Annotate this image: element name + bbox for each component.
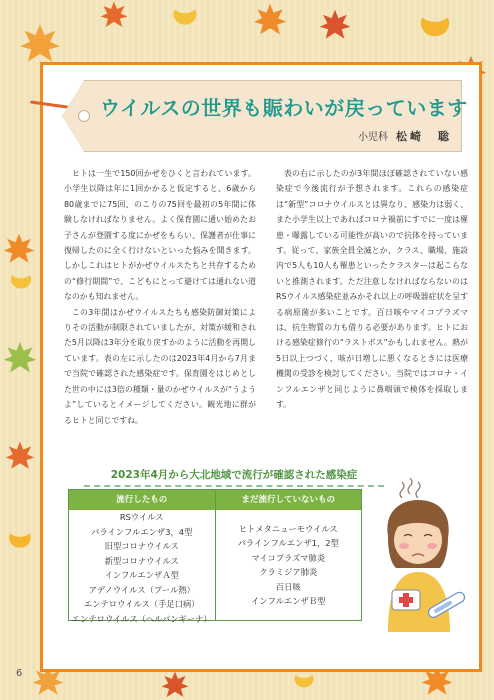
maple-leaf-icon: [2, 340, 38, 376]
sick-child-illustration: [374, 472, 474, 632]
table-body-not-yet: [216, 510, 362, 620]
table-body-prevailed: [69, 510, 215, 626]
article-title: ウイルスの世界も賑わいが戻っています: [100, 96, 468, 120]
table-cell: ヒトメタニューモウイルス: [238, 523, 338, 534]
paragraph: この3年間はかぜウイルスたちも感染防御対策によりその活動が制限されていましたが、対策が緩和された5月以降は3年分を取り戻すかのように活動を再開しています。表の左に示したのは2023年4月から7月まで当院で確認された感染症です。保育園をはじめとした世の中には3倍の種類・量のかぜウイルスが“うようよ”しているとイメージしてください。観光地に群がるヒトと同じですね。: [64, 307, 256, 425]
ginkgo-leaf-icon: [4, 530, 36, 562]
paragraph: 表の右に示したのが3年間ほぼ確認されていない感染症で今後流行が予想されます。これらの感染症は“新型”コロナウイルスとは異なり、感染力は弱く、また小学生以上であればコロナ禍前にすでに一度は罹患・曝露している可能性が高いので抗体を持っています。従って、家族全員全滅とか、クラス、職場、施設内で5人も10人も罹患といったクラスターは起こらないと推測されます。ただ注意しなければならないのはRSウイルス感染症並みかそれ以上の呼吸器症状を呈する病原菌が多いことです。百日咳やマイコプラズマは、抗生物質の力も借りる必要があります。ヒトにおける感染症修行の“ラストボス”かもしれません。熱が5日以上つづく、咳が日増しに悪くなるときには医療機関の受診を検討してください。当院ではコロナ・インフルエンザと同じように鼻咽頭で検体を採取します。: [276, 169, 468, 410]
table-header-not-yet: まだ流行していないもの: [216, 490, 362, 510]
ginkgo-leaf-icon: [414, 12, 456, 56]
ginkgo-leaf-icon: [290, 672, 318, 700]
department: 小児科: [358, 132, 388, 143]
table-cell: 百日咳: [275, 581, 301, 592]
author-name: 松崎 聡: [396, 130, 452, 143]
table-cell: インフルエンザＢ型: [251, 596, 326, 606]
table-cell: 旧型コロナウイルス: [104, 541, 179, 551]
table-cell: RSウイルス: [119, 512, 164, 522]
column-right: [276, 166, 468, 413]
table-column-prevailed: [69, 490, 215, 624]
table-cell: クラミジア肺炎: [259, 567, 318, 577]
table-caption: 2023年4月から大北地域で流行が確認された感染症: [84, 467, 384, 487]
table-cell: アデノウイルス（プール熱）: [88, 584, 195, 595]
column-left: [64, 166, 256, 428]
maple-leaf-icon: [160, 670, 190, 700]
maple-leaf-icon: [250, 2, 290, 38]
fever-steam-icon: [400, 478, 420, 498]
maple-leaf-icon: [96, 0, 132, 30]
table-cell: エンテロウイルス（手足口病）: [83, 599, 200, 609]
byline: [358, 128, 452, 144]
table-header-prevailed: 流行したもの: [69, 490, 215, 510]
paragraph: ヒトは一生で150回かぜをひくと言われています。小学生以降は年に1回かかると仮定すると、6歳から80歳までに75回、のこりの75回を最初の5年間に体験しなければなりません。よく保育園に通い始めたお子さんが登園する度にかぜをもらい、保護者が仕事に復帰したのに全く行けないといった悩みを聞きます。しかしこれはヒトがかぜウイルスたちと共存するための“修行期間”で、こどもにとって避けては通れない道なのかも知れません。: [64, 169, 256, 302]
maple-leaf-icon: [318, 8, 352, 42]
infection-table: [68, 489, 362, 624]
table-cell: 新型コロナウイルス: [104, 555, 179, 566]
table-cell: インフルエンザＡ型: [104, 570, 179, 580]
maple-leaf-icon: [2, 232, 36, 266]
maple-leaf-icon: [18, 22, 62, 66]
tag-hole: [78, 110, 90, 122]
maple-leaf-icon: [4, 440, 36, 472]
table-cell: マイコプラズマ肺炎: [251, 552, 326, 563]
ginkgo-leaf-icon: [168, 6, 202, 40]
table-cell: エンテロウイルス（ヘルパンギーナ）: [71, 613, 212, 624]
table-cell: パラインフルエンザ3，4型: [91, 526, 193, 537]
table-cell: パラインフルエンザ1，2型: [237, 538, 339, 548]
page-number: 6: [16, 668, 23, 679]
ginkgo-leaf-icon: [6, 272, 36, 302]
table-column-not-yet: [215, 490, 362, 620]
